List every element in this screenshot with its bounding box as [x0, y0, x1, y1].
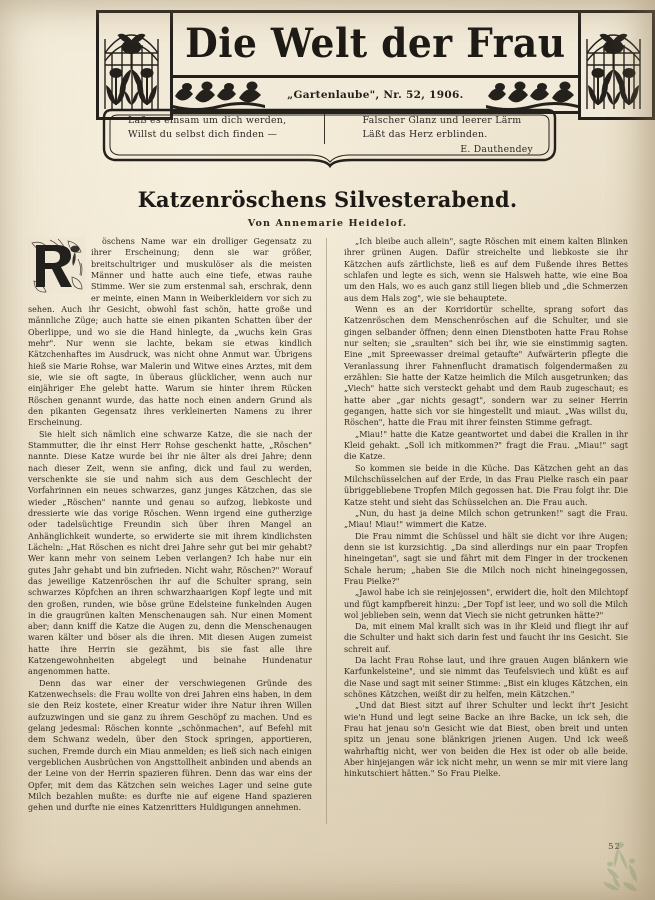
article-column-left [28, 236, 322, 824]
paragraph-text: Da, mit einem Mal krallt sich was in ihr Kleid und fliegt ihr auf die Schulter und hakt sich darin fest und faucht ihr ins Gesicht. Sie schreit auf. [344, 622, 628, 654]
masthead-center [173, 10, 578, 114]
paragraph-text: „Jawol habe ich sie reinjejossen", erwidert die, holt den Milchtopf und fügt kampfbereit hinzu: „Der Topf ist leer, und wo soll die Milch wol jeblieben sein, wenn dat Viech sie nicht getrunken hätte?" [344, 588, 629, 620]
article-title: Katzenröschens Silvesterabend. [137, 188, 518, 213]
paragraph [344, 531, 628, 588]
floral-corner-stamp-icon [589, 824, 647, 896]
paragraph [344, 508, 628, 531]
epigraph-left-line-2: Willst du selbst dich finden — [128, 129, 278, 140]
jugendstil-floral-panel-left-icon [96, 10, 173, 120]
article-body [28, 236, 628, 824]
epigraph-right-verse [323, 114, 558, 162]
article-header [0, 188, 655, 229]
epigraph-divider [324, 114, 325, 144]
epigraph-left-line-1: Laß es einsam um dich werden, [128, 115, 287, 126]
paragraph [344, 463, 628, 508]
epigraph-signature: E. Dauthendey [460, 144, 533, 155]
jugendstil-vine-band-right-icon [486, 78, 578, 111]
paragraph [344, 429, 628, 463]
paragraph [344, 236, 628, 304]
paragraph [28, 236, 312, 429]
paragraph [344, 655, 628, 700]
paragraph-text: So kommen sie beide in die Küche. Das Kätzchen geht an das Milchschüsselchen auf der Erde, in das Frau Pielke rasch ein paar übriggebliebene Tropfen Milch gegossen hat. Die Frau folgt ihr. Die Katze steht und sieht das Schüsselchen an. Die Frau auch. [344, 463, 628, 507]
paragraph-text: öschens Name war ein drolliger Gegensatz zu ihrer Erscheinung; denn sie war größer, breitschultriger und muskulöser als die meisten Männer und hatte auch eine tiefe, etwas rauhe Stimme. Wer sie zum erstenmal sah, erschrak, denn er meinte, einen Mann in Weiberkleidern vor sich zu sehen. Auch ihr Gesicht, obwohl fast schön, hatte große und männliche Züge; auch hatte sie einen pikanten Schatten über der Oberlippe, und wo sie die Hand hinlegte, da „wuchs kein Gras mehr". Nur wenn sie lachte, bekam sie etwas kindlich Kätzchenhaftes im Ausdruck, was nicht ohne Anmut war. Übrigens hieß sie Marie Rohse, war Malerin und Witwe eines Arztes, mit dem sie, wie sie oft sagte, in überaus glücklicher, wenn auch nur einjähriger Ehe gelebt hatte. Warum sie hinter ihrem Rücken Röschen genannt wurde, das hatte noch einen andern Grund als den pikanten Gegensatz ihres verkleinerten Namens zu ihrer Erscheinung. [28, 237, 312, 428]
masthead-subtitle-row [173, 78, 578, 111]
paragraph-text: Da lacht Frau Rohse laut, und ihre grauen Augen blänkern wie Karfunkelsteine", und sie nimmt das Teufelsviech und küßt es auf die Nase und sagt mit seiner Stimme: „Bist ein kluges Kätzchen, ein schönes Kätzchen, weißt dir zu helfen, mein Kätzchen." [344, 656, 628, 700]
paragraph-text: „Miau!" hatte die Katze geantwortet und dabei die Krallen in ihr Kleid gehakt. „Soll ich mitkommen?" fragt die Frau. „Miau!" sagt die Katze. [344, 429, 628, 462]
drop-cap-initial [28, 237, 86, 293]
magazine-title [185, 20, 566, 68]
paragraph-text: Die Frau nimmt die Schüssel und hält sie dicht vor ihre Augen; denn sie ist kurzsichtig. „Da sind allerdings nur ein paar Tropfen hineingetan", sagt sie und fährt mit dem Finger in der trockenen Schale herum; „haben Sie die Milch noch nicht hineingegossen, Frau Pielke?" [344, 531, 628, 586]
jugendstil-vine-band-left-icon [173, 78, 265, 111]
paragraph-text: „Ich bleibe auch allein", sagte Röschen mit einem kalten Blinken ihrer grünen Augen. Dafür streichelte und liebkoste sie ihr Kätzchen aufs zärtlichste, ließ es auf dem Fußende ihres Bettes schlafen und legte es sich, wenn sie Halsweh hatte, wie eine Boa um den Hals, wo es auch ganz still liegen blieb und „die Schmerzen aus dem Hals zog", wie sie behauptete. [344, 237, 628, 303]
article-column-right [332, 236, 628, 824]
epigraph-right-line-2: Läßt das Herz erblinden. [362, 129, 488, 140]
epigraph-box [102, 108, 557, 170]
article-byline: Von Annemarie Heidelof. [247, 218, 408, 229]
paragraph [344, 304, 628, 429]
masthead [96, 10, 566, 162]
paragraph [344, 621, 628, 655]
paragraph-text: Sie hielt sich nämlich eine schwarze Katze, die sie nach der Stammutter, die ihr einst Herr Rohse geschenkt hatte, „Röschen" nannte. Diese Katze wurde bei ihr nie älter als drei Jahre; denn nach dieser Zeit, wenn sie anfing, dick und faul zu werden, verschenkte sie sie und nahm sich aus dem Geschlecht der Vorfahrinnen ein neues schwarzes, ganz junges Kätzchen, das sie wieder „Röschen" nannte und genau so aufzog, liebkoste und dressierte wie das vorige Röschen. Wenn irgend eine gutherzige oder tadelsüchtige Freundin sich über ihren Mangel an Anhänglichkeit wunderte, so erwiderte sie mit ihrem kindlichsten Lächeln: „Hat Röschen es nicht drei Jahre sehr gut bei mir gehabt? Wer kann mehr von seinem Leben verlangen? Ich habe nur ein gutes Jahr gehabt und bin zufrieden. Nicht wahr, Röschen?" Worauf das jeweilige Katzenröschen ihr auf die Schulter sprang, sein schwarzes Köpfchen an ihren schwarzhaarigen Kopf legte und mit den großen, runden, wie böse grüne Edelsteine funkelnden Augen in die graugrünen kalten Menschenaugen sah. Nur einen Moment aber; dann kniff die Katze die Augen zu, denn die Menschenaugen waren kälter und böser als die ihren. Mit diesen Augen zumeist hatte ihre Herrin sie gezähmt, bis sie fast alle ihre Katzengewohnheiten abgelegt und beinahe Hundenatur angenommen hatte. [28, 429, 312, 677]
paragraph-text: Wenn es an der Korridortür schellte, sprang sofort das Katzenröschen dem Menschenröschen auf die Schulter, und sie gingen selbander öffnen; denn einen Dienstboten hatte Frau Rohse nur selten; sie „sraulten" sich bei ihr, wie sie einstimmig sagten. Eine „mit Spreewasser dreimal getaufte" Aufwärterin pflegte die Veranlassung ihrer Fahnenflucht dramatisch folgendermaßen zu erzählen: Sie hatte der Katze heimlich die Milch ausgetrunken; das „Viech" hatte sich versteckt gehabt und dem Raub zugeschaut; es hatte aber „gar nichts gesagt", sondern war zu seiner Herrin gegangen, hatte sich vor sie hingestellt und miaut. „Was willst du, Röschen", hatte die Frau mit ihrer feinsten Stimme gefragt. [344, 304, 628, 428]
paragraph-text: Denn das war einer der verschwiegenen Gründe des Katzenwechsels: die Frau wollte von drei Jahren eins haben, in dem sie den Reiz kostete, einer Kreatur wider ihre Natur ihren Willen aufzuzwingen und sie ganz zu ihrem Geschöpf zu machen. Und es gelang jedesmal: Röschen konnte „schönmachen", auf Befehl mit dem Schwanz wedeln, über den Stock springen, apportieren, suchen, Fremde durch ein Miau anmelden; es ließ sich nach einigen vergeblichen Ausbrüchen von Angsttollheit anbinden und abends an der Leine von der Herrin spazieren führen. Denn das war eins der Opfer, mit dem das Kätzchen sein weiches Lager und seine gute Milch bezahlen mußte: es durfte nie auf eigene Hand spazieren gehen und durfte nie eines Katzenritters Huldigungen annehmen. [28, 678, 312, 813]
issue-line: „Gartenlaube", Nr. 52, 1906. [287, 88, 464, 101]
paragraph [28, 429, 312, 678]
magazine-title-box [173, 13, 578, 78]
magazine-title-tail: Frau [466, 20, 566, 68]
paragraph [344, 700, 628, 779]
masthead-title-row [96, 10, 566, 114]
epigraph-left-verse [102, 114, 323, 162]
paragraph [28, 678, 312, 814]
jugendstil-floral-panel-right-icon [578, 10, 655, 120]
paragraph [344, 587, 628, 621]
epigraph-right-line-1: Falscher Glanz und leerer Lärm [362, 115, 522, 126]
paragraph-text: „Nun, du hast ja deine Milch schon getrunken!" sagt die Frau. „Miau! Miau!" wimmert die Katze. [344, 508, 628, 530]
page-number: 52 [608, 842, 621, 852]
paragraph-text: „Und dat Biest sitzt auf ihrer Schulter und leckt ihr't Jesicht wie'n Hund und legt seine Backe an ihre Backe, un ick seh, die Frau hat jenau so'n Gesicht wie dat Biest, oben breit und unten spitz un jenau sone blänkrigen jrienen Augen. Und ick weeß wahrhaftig nicht, wer von beiden die Hex ist oder ob alle beide. Aber hinjejangen wär ick nicht mehr, un wenn se mir mit viere lang hinkutschiert hätten." So Frau Pielke. [344, 701, 628, 779]
magazine-title-main: Die Welt der [185, 20, 453, 68]
